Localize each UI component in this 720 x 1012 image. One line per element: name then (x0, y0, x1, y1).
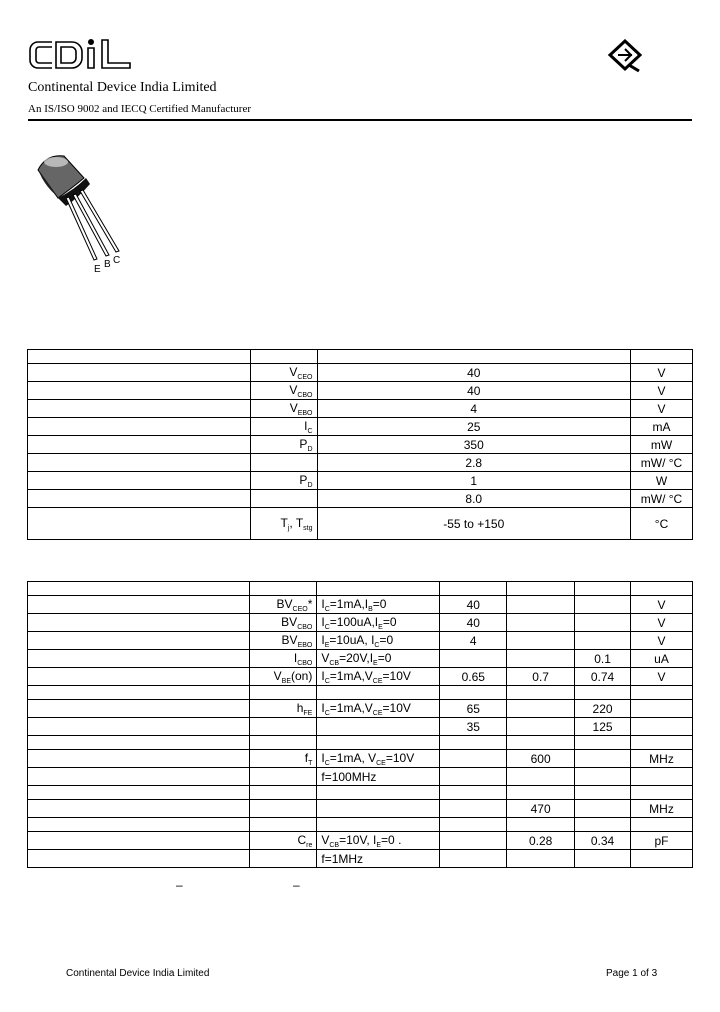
table-header-row (28, 350, 693, 364)
table-row (28, 818, 693, 832)
table-row: f=1MHz (28, 850, 693, 868)
table-row: $V_{EBO}$ 4 V (28, 400, 693, 418)
table-row: $T_j$, $T_{stg}$ -55 to +150 °C (28, 508, 693, 540)
footer-company: Continental Device India Limited (66, 968, 210, 979)
table-row: $P_D$ 350 mW (28, 436, 693, 454)
certification-line: An IS/ISO 9002 and IECQ Certified Manufacturer (28, 103, 252, 115)
electrical-characteristics-table (27, 581, 693, 868)
pin-label-e: E (94, 264, 101, 275)
table-row: $I_{CBO}$ $V_{CB}=20V,I_E=0$ 0.1 uA (28, 650, 693, 668)
note-dash: – (293, 878, 300, 892)
note-dash: – (176, 878, 183, 892)
table-row: $C_{re}$ $V_{CB}=10V$, $I_E=0$ . 0.28 0.34 pF (28, 832, 693, 850)
table-row: $V_{BE}(on)$ $I_C=1mA,V_{CE}=10V$ 0.65 0.7 0.74 V (28, 668, 693, 686)
table-row: $V_{CEO}$ 40 V (28, 364, 693, 382)
header-rule (28, 119, 692, 121)
table-row: $BV_{EBO}$ $I_E=10uA$, $I_C=0$ 4 V (28, 632, 693, 650)
table-row (28, 786, 693, 800)
table-row: $h_{FE}$ $I_C=1mA,V_{CE}=10V$ 65 220 (28, 700, 693, 718)
company-name: Continental Device India Limited (28, 80, 217, 95)
table-row: $P_D$ 1 W (28, 472, 693, 490)
table-header-row (28, 582, 693, 596)
cdil-logo (28, 36, 134, 74)
table-row: 2.8 mW/ °C (28, 454, 693, 472)
table-row: $f_T$ $I_C=1mA$, $V_{CE}=10V$ 600 MHz (28, 750, 693, 768)
table-row: 470 MHz (28, 800, 693, 818)
absolute-max-table (27, 349, 693, 540)
table-row: $V_{CBO}$ 40 V (28, 382, 693, 400)
pin-label-b: B (104, 259, 111, 270)
table-row (28, 686, 693, 700)
table-row: $I_C$ 25 mA (28, 418, 693, 436)
pin-label-c: C (113, 255, 121, 266)
table-row (28, 736, 693, 750)
table-row: $BV_{CBO}$ $I_C=100uA,I_E=0$ 40 V (28, 614, 693, 632)
table-row: 35 125 (28, 718, 693, 736)
table-row: $BV_{CEO}*$ $I_C=1mA,I_B=0$ 40 V (28, 596, 693, 614)
quality-mark-icon (607, 39, 643, 73)
page-number: Page 1 of 3 (606, 968, 658, 979)
table-row: f=100MHz (28, 768, 693, 786)
table-row: 8.0 mW/ °C (28, 490, 693, 508)
